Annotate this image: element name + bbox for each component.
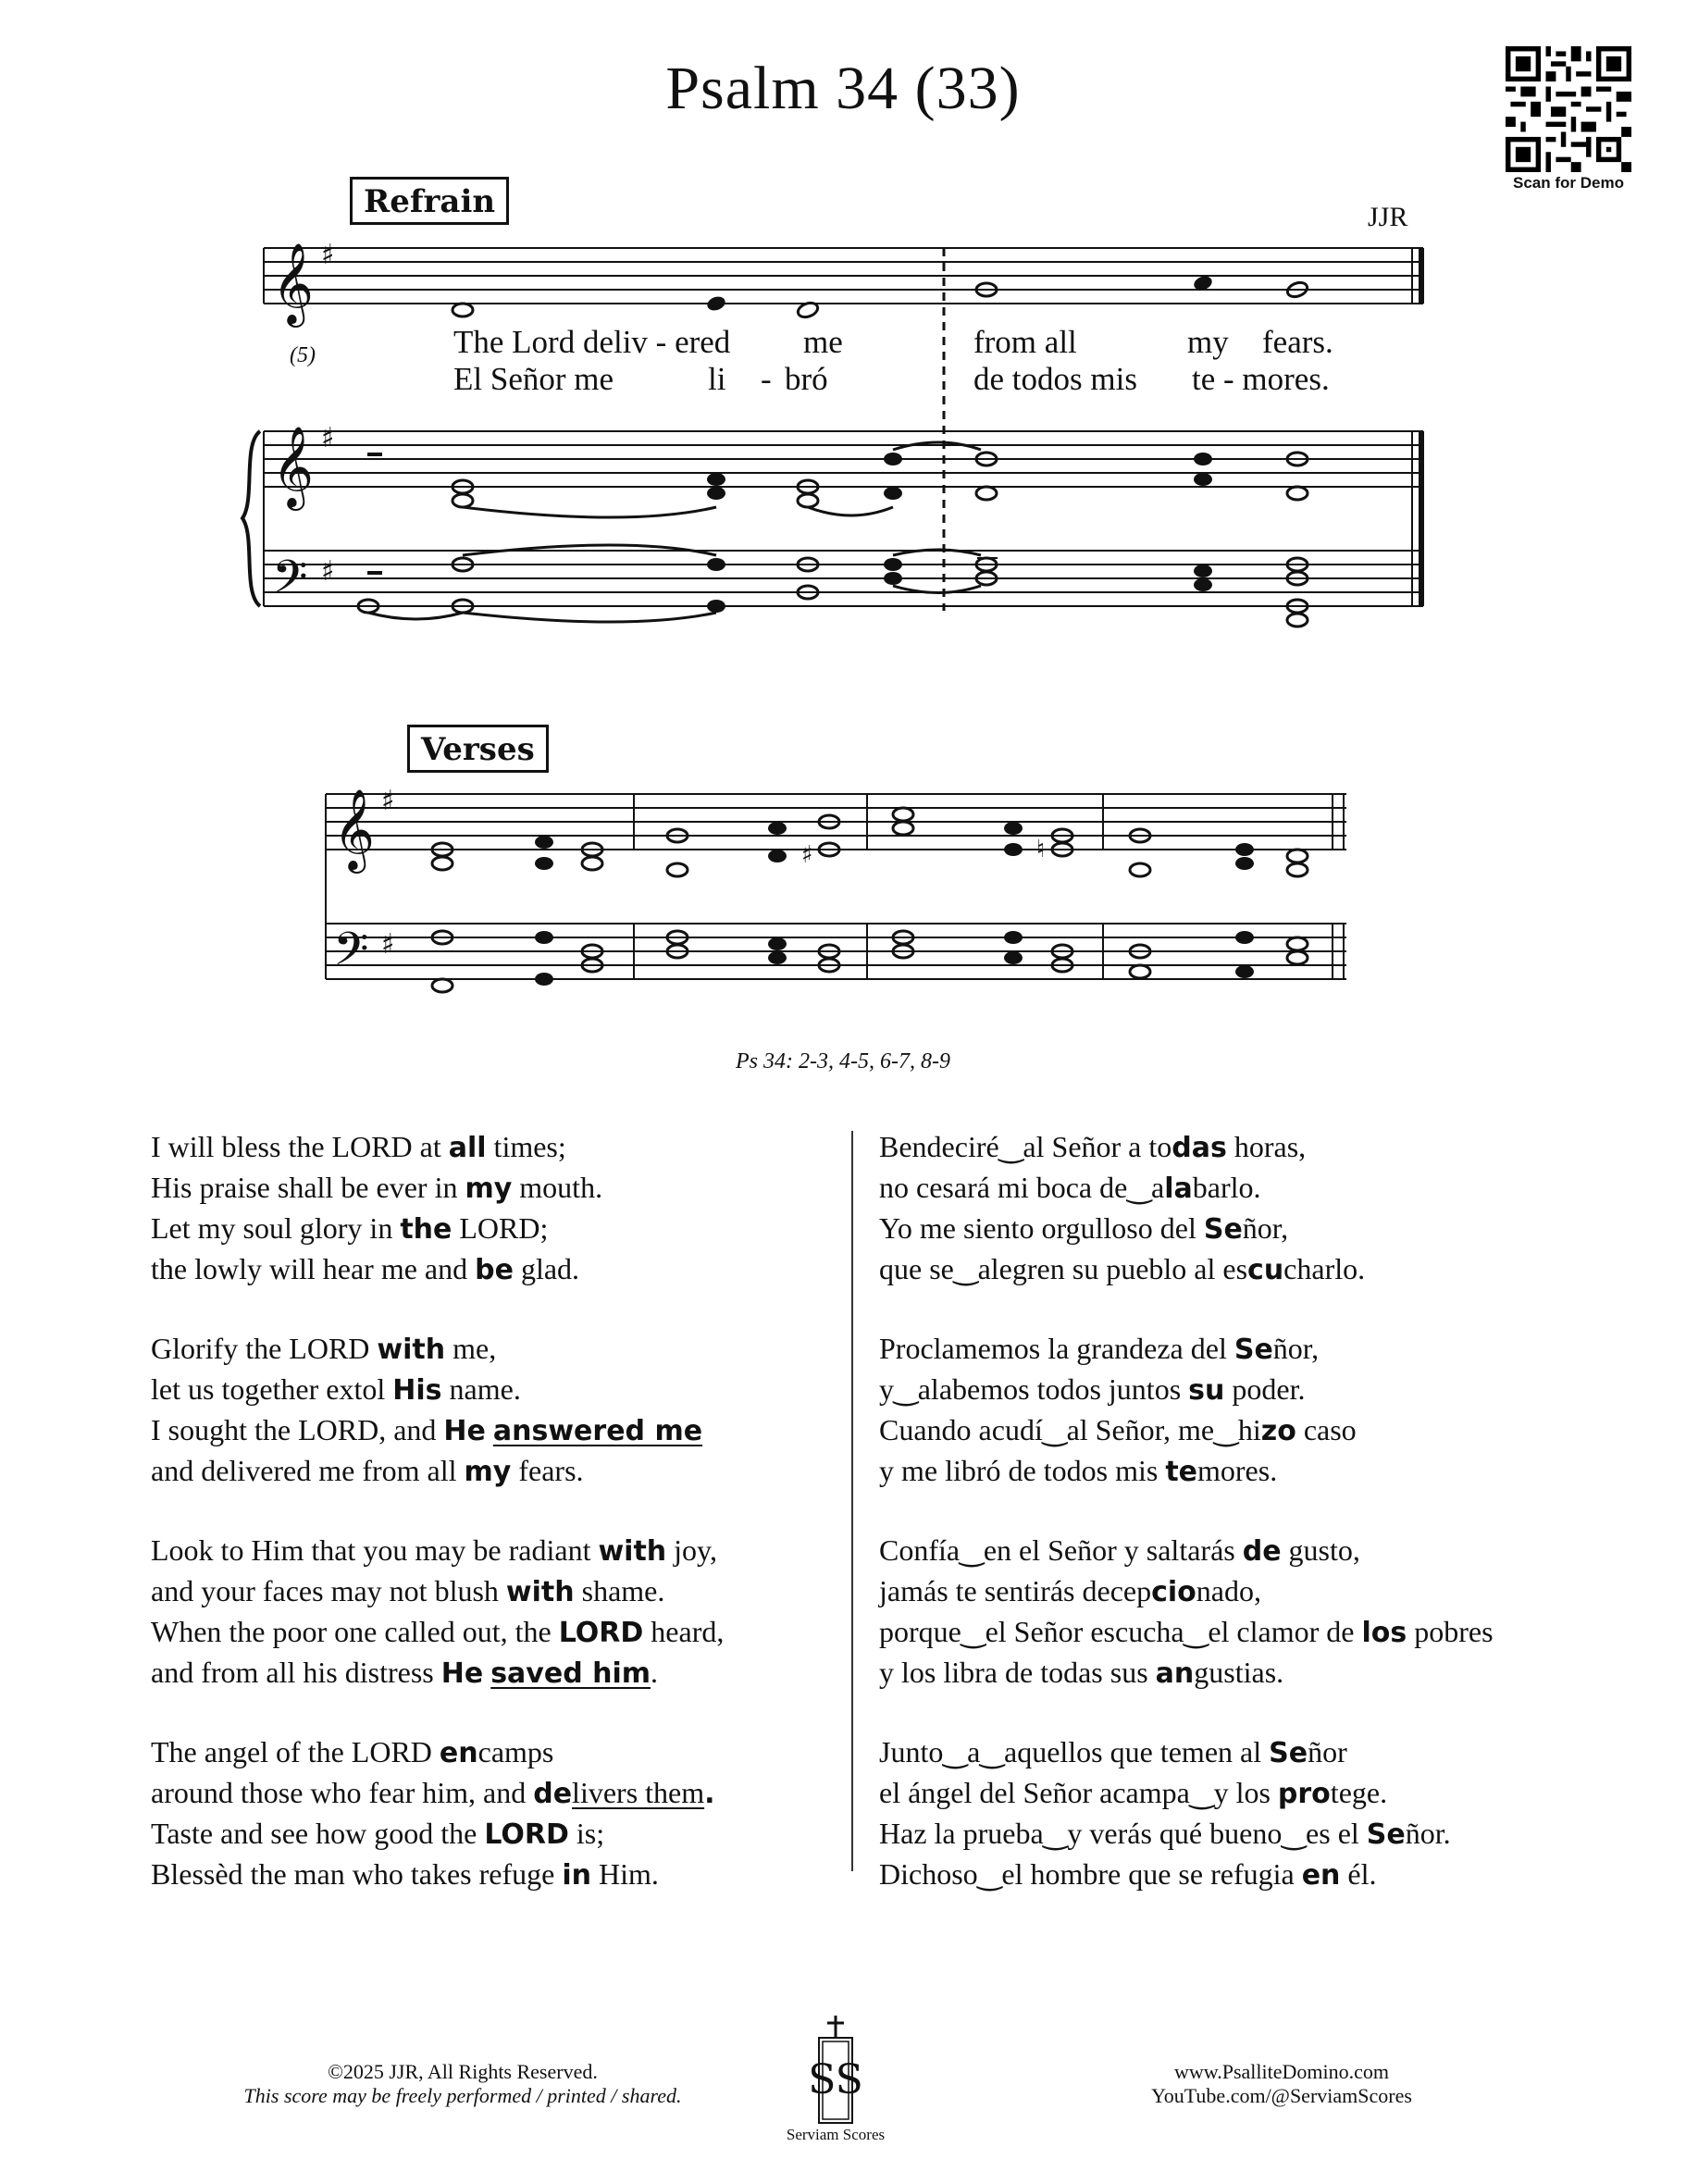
verse-line (879, 1370, 1494, 1410)
verse-text: Blessèd the man who takes refuge (151, 1857, 563, 1891)
verse-text: livers them (572, 1776, 705, 1809)
treble-clef-icon: 𝄞 (333, 788, 375, 870)
column-divider (851, 1131, 853, 1871)
natural-icon: ♮ (1036, 836, 1046, 863)
stressed-syllable: su (1188, 1374, 1225, 1407)
verse-line (879, 1249, 1494, 1290)
verse-text: jamás te sentirás decep (879, 1574, 1152, 1607)
verse-text: His praise shall be ever in (151, 1171, 465, 1204)
stressed-syllable: . (704, 1778, 715, 1810)
verse-line (151, 1127, 724, 1168)
stressed-syllable: en (439, 1737, 478, 1769)
cross-logo-icon (799, 2016, 873, 2125)
stressed-syllable: His (392, 1374, 442, 1407)
verse-text: Junto‿a‿aquellos que temen al (879, 1735, 1270, 1768)
stressed-syllable: Se (1269, 1737, 1308, 1769)
stressed-syllable: with (598, 1535, 667, 1568)
refrain-lyric-es-5: de todos mis (973, 361, 1137, 397)
verse-text: me, (445, 1332, 497, 1365)
verse-line (151, 1571, 724, 1612)
verse-text: ñor. (1405, 1817, 1451, 1850)
verses-label: Verses (407, 725, 549, 773)
verse-text: y los libra de todas sus (879, 1656, 1156, 1689)
stressed-syllable: cu (1247, 1254, 1284, 1286)
verse-text: Glorify the LORD (151, 1332, 378, 1365)
verse-text: charlo. (1283, 1252, 1366, 1285)
verse-line (879, 1855, 1494, 1895)
treble-clef-icon: 𝄞 (272, 425, 314, 507)
verse-text: Him. (590, 1857, 659, 1891)
verse-line (151, 1370, 724, 1410)
composer: JJR (1368, 202, 1408, 232)
verse-text: Bendeciré‿al Señor a to (879, 1130, 1172, 1163)
stanza (151, 1531, 724, 1694)
verse-line (879, 1127, 1494, 1168)
stanza (151, 1732, 724, 1895)
verse-text: Let my soul glory in (151, 1211, 401, 1245)
sharp-icon: ♯ (381, 785, 395, 817)
verse-line (151, 1732, 724, 1773)
verse-text: times; (486, 1130, 566, 1163)
refrain-lyric-es-3: - (761, 361, 772, 397)
footer-copyright-block (139, 2060, 787, 2108)
verse-text: I sought the LORD, and (151, 1413, 444, 1446)
verse-line (151, 1531, 724, 1571)
logo-letters: SS (808, 2056, 863, 2103)
stressed-syllable: das (1172, 1132, 1227, 1164)
stressed-syllable: the (400, 1213, 452, 1246)
stressed-syllable: te (1165, 1456, 1197, 1488)
stressed-syllable: zo (1260, 1415, 1296, 1447)
verses-spanish (879, 1127, 1494, 1934)
verse-text: gusto, (1281, 1533, 1360, 1567)
refrain-label: Refrain (350, 177, 509, 225)
stressed-syllable: an (1155, 1657, 1195, 1690)
stressed-syllable: en (1301, 1859, 1341, 1892)
verse-line (879, 1814, 1494, 1855)
verse-text: The angel of the LORD (151, 1735, 440, 1768)
stressed-syllable: LORD (558, 1617, 644, 1649)
refrain-lyric-es-2: li (708, 361, 726, 397)
sharp-icon: ♯ (321, 555, 335, 588)
verse-text: let us together extol (151, 1372, 393, 1406)
serviam-logo (799, 2016, 873, 2128)
verse-line (879, 1571, 1494, 1612)
verse-line (151, 1773, 724, 1814)
verse-text: y‿alabemos todos juntos (879, 1372, 1189, 1406)
stressed-syllable: my (465, 1173, 513, 1205)
stressed-syllable: He (443, 1415, 486, 1447)
verse-text: y me libró de todos mis (879, 1454, 1166, 1487)
verse-text: mores. (1197, 1454, 1278, 1487)
verse-text: Confía‿en el Señor y saltarás (879, 1533, 1243, 1567)
verse-text: Haz la prueba‿y verás qué bueno‿es el (879, 1817, 1367, 1850)
refrain-lyric-en-1: The Lord deliv - ered (453, 324, 731, 360)
verse-text: name. (441, 1372, 521, 1406)
verse-text: I will bless the LORD at (151, 1130, 449, 1163)
verse-text: LORD; (452, 1211, 549, 1245)
stressed-syllable: my (464, 1456, 512, 1488)
verse-line (879, 1732, 1494, 1773)
verse-text: ñor, (1242, 1211, 1289, 1245)
verse-text: que se‿alegren su pueblo al es (879, 1252, 1248, 1285)
stressed-syllable: with (505, 1576, 575, 1608)
verse-text: mouth. (512, 1171, 603, 1204)
verse-text: shame. (574, 1574, 665, 1607)
stressed-syllable: answered me (492, 1415, 703, 1447)
sharp-icon: ♯ (321, 422, 335, 454)
logo-name: Serviam Scores (786, 2126, 886, 2143)
verse-text: el ángel del Señor acampa‿y los (879, 1776, 1278, 1809)
verse-text: joy, (666, 1533, 717, 1567)
stanza (151, 1127, 724, 1290)
verse-text: porque‿el Señor escucha‿el clamor de (879, 1615, 1362, 1648)
stanza (151, 1329, 724, 1492)
stressed-syllable: los (1361, 1617, 1407, 1649)
verse-text: heard, (643, 1615, 725, 1648)
stanza (879, 1127, 1494, 1290)
refrain-lyric-es-1: El Señor me (453, 361, 614, 397)
verse-line (879, 1209, 1494, 1249)
stressed-syllable: with (377, 1334, 446, 1366)
sharp-icon: ♯ (801, 841, 813, 869)
stanza (879, 1329, 1494, 1492)
stressed-syllable: saved him (490, 1657, 651, 1690)
bass-clef-icon: 𝄢 (333, 923, 369, 987)
verse-text: camps (477, 1735, 554, 1768)
refrain-lyric-es-4: bró (785, 361, 828, 397)
verse-text: Look to Him that you may be radiant (151, 1533, 599, 1567)
verse-line (151, 1814, 724, 1855)
verse-line (151, 1855, 724, 1895)
verse-line (151, 1612, 724, 1653)
verse-line (151, 1209, 724, 1249)
citation: Ps 34: 2-3, 4-5, 6-7, 8-9 (736, 1049, 950, 1073)
verse-line (151, 1451, 724, 1492)
stressed-syllable: pro (1277, 1778, 1331, 1810)
verse-line (879, 1612, 1494, 1653)
youtube-link[interactable]: YouTube.com/@ServiamScores (1151, 2084, 1412, 2107)
verse-text: ñor (1308, 1735, 1347, 1768)
refrain-lyric-en-5: fears. (1262, 324, 1333, 360)
verse-text: tege. (1330, 1776, 1388, 1809)
refrain-lyric-en-3: from all (973, 324, 1077, 360)
refrain-lyric-es-6: te - mores. (1192, 361, 1330, 397)
sharp-icon: ♯ (321, 239, 335, 271)
verse-line (879, 1531, 1494, 1571)
verse-text (483, 1656, 490, 1689)
verse-text: . (651, 1656, 659, 1689)
verse-text: pobres (1407, 1615, 1494, 1648)
stressed-syllable: la (1164, 1173, 1193, 1205)
verse-text: Taste and see how good the (151, 1817, 485, 1850)
stressed-syllable: Se (1203, 1213, 1243, 1246)
verse-text: no cesará mi boca de‿a (879, 1171, 1165, 1204)
license: This score may be freely performed / printed / shared. (243, 2084, 682, 2107)
verses-english (151, 1127, 724, 1934)
verse-line (151, 1249, 724, 1290)
stressed-syllable: in (562, 1859, 591, 1892)
verse-text: Dichoso‿el hombre que se refugia (879, 1857, 1302, 1891)
stressed-syllable: LORD (484, 1818, 569, 1851)
verse-text: When the poor one called out, the (151, 1615, 559, 1648)
verse-text: Proclamemos la grandeza del (879, 1332, 1234, 1365)
stressed-syllable: cio (1151, 1576, 1196, 1608)
verse-text: ñor, (1272, 1332, 1320, 1365)
verse-text: él. (1340, 1857, 1377, 1891)
stressed-syllable: Se (1366, 1818, 1406, 1851)
verse-line (879, 1168, 1494, 1209)
footer-links (981, 2060, 1582, 2108)
verse-text: fears. (511, 1454, 584, 1487)
sharp-icon: ♯ (381, 928, 395, 961)
verse-line (151, 1653, 724, 1694)
qr-caption: Scan for Demo (1513, 174, 1624, 192)
verse-text: gustias. (1194, 1656, 1284, 1689)
stressed-syllable: He (440, 1657, 484, 1690)
verse-text: barlo. (1192, 1171, 1261, 1204)
verse-line (151, 1168, 724, 1209)
verse-line (879, 1451, 1494, 1492)
verse-text: and from all his distress (151, 1656, 441, 1689)
verse-text: is; (568, 1817, 605, 1850)
verse-line (151, 1329, 724, 1370)
verse-text: and your faces may not blush (151, 1574, 506, 1607)
stanza (879, 1531, 1494, 1694)
stressed-syllable: de (1242, 1535, 1282, 1568)
verses-score (0, 0, 1686, 1018)
stressed-syllable: all (448, 1132, 487, 1164)
stressed-syllable: de (533, 1778, 573, 1810)
verse-text: and delivered me from all (151, 1454, 465, 1487)
bass-clef-icon: 𝄢 (272, 551, 308, 615)
verse-text: Cuando acudí‿al Señor, me‿hi (879, 1413, 1261, 1446)
verse-text (486, 1413, 493, 1446)
verse-text: caso (1295, 1413, 1357, 1446)
verse-text: poder. (1224, 1372, 1306, 1406)
stanza (879, 1732, 1494, 1895)
refrain-lyric-en-4: my (1187, 324, 1229, 360)
website-link[interactable]: www.PsalliteDomino.com (1174, 2060, 1389, 2083)
verse-line (151, 1410, 724, 1451)
verse-text: horas, (1226, 1130, 1307, 1163)
verse-text: glad. (513, 1252, 580, 1285)
verse-line (879, 1410, 1494, 1451)
verse-line (879, 1329, 1494, 1370)
verse-text: nado, (1196, 1574, 1261, 1607)
refrain-lyric-en-2: me (803, 324, 843, 360)
page-title: Psalm 34 (33) (665, 55, 1021, 122)
verse-text: the lowly will hear me and (151, 1252, 476, 1285)
verse-line (879, 1773, 1494, 1814)
stressed-syllable: be (475, 1254, 514, 1286)
stressed-syllable: Se (1234, 1334, 1273, 1366)
verse-text: Yo me siento orgulloso del (879, 1211, 1204, 1245)
verse-line (879, 1653, 1494, 1694)
verse-text: around those who fear him, and (151, 1776, 534, 1809)
copyright: ©2025 JJR, All Rights Reserved. (328, 2060, 598, 2083)
measure-number: (5) (290, 343, 316, 367)
treble-clef-icon: 𝄞 (272, 242, 314, 324)
